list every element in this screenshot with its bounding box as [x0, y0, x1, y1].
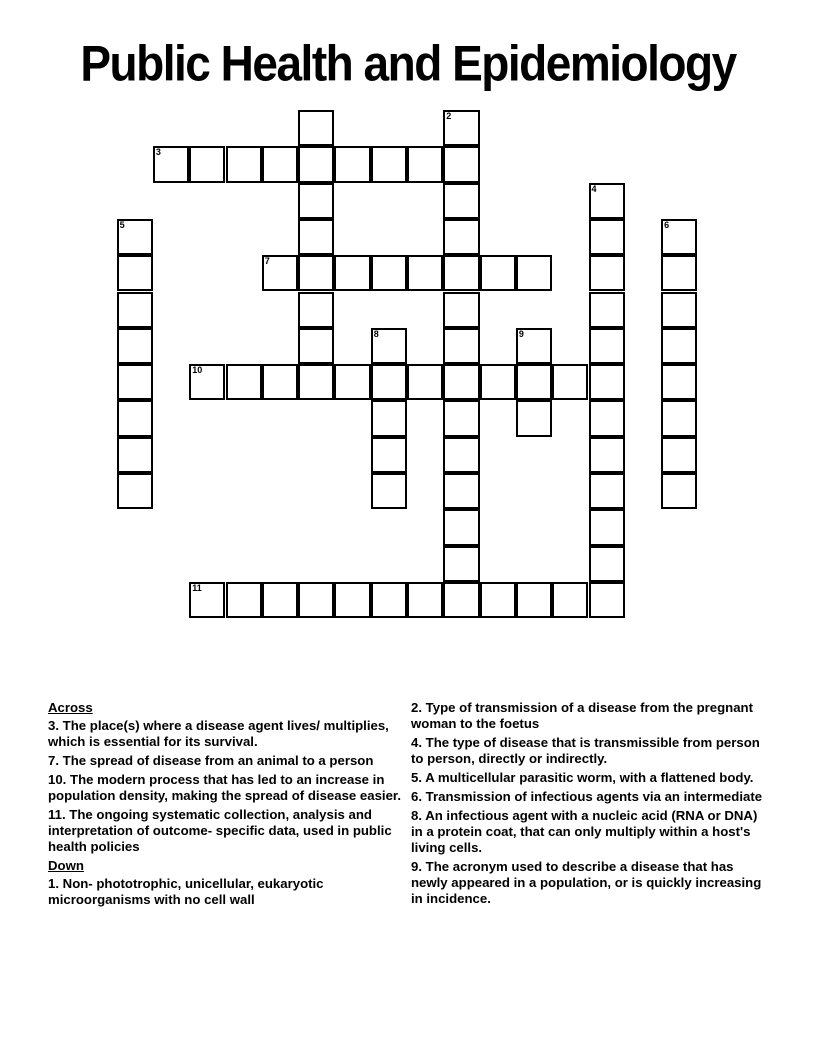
grid-cell[interactable] — [298, 328, 334, 364]
clue-down-9: 9. The acronym used to describe a disease that has newly appeared in a population, or is quickly increasing in incidence. — [411, 859, 762, 906]
clue-across-10: 10. The modern process that has led to an increase in population density, making the spread of disease easier. — [48, 772, 401, 803]
grid-cell[interactable] — [661, 219, 697, 255]
clues-column-left — [48, 700, 406, 911]
grid-cell[interactable] — [371, 582, 407, 618]
down-heading: Down — [48, 858, 84, 873]
grid-cell[interactable] — [298, 255, 334, 291]
grid-cell[interactable] — [552, 582, 588, 618]
clue-down-5: 5. A multicellular parasitic worm, with a flattened body. — [411, 770, 754, 785]
clue-number: 6 — [664, 219, 670, 230]
grid-cell[interactable] — [334, 582, 370, 618]
grid-cell[interactable] — [661, 437, 697, 473]
clue-down-1: 1. Non- phototrophic, unicellular, eukaryotic microorganisms with no cell wall — [48, 876, 324, 907]
grid-cell[interactable] — [443, 146, 479, 182]
grid-cell[interactable] — [334, 255, 370, 291]
clue-across-11: 11. The ongoing systematic collection, analysis and interpretation of outcome- specific data, used in public health policies — [48, 807, 392, 854]
grid-cell[interactable] — [262, 582, 298, 618]
grid-cell[interactable] — [589, 364, 625, 400]
grid-cell[interactable] — [589, 509, 625, 545]
grid-cell[interactable] — [589, 183, 625, 219]
grid-cell[interactable] — [407, 146, 443, 182]
clue-number: 7 — [264, 256, 270, 267]
grid-cell[interactable] — [117, 473, 153, 509]
grid-cell[interactable] — [117, 364, 153, 400]
grid-cell[interactable] — [407, 364, 443, 400]
grid-cell[interactable] — [298, 364, 334, 400]
grid-cell[interactable] — [552, 364, 588, 400]
grid-cell[interactable] — [589, 582, 625, 618]
grid-cell[interactable] — [661, 255, 697, 291]
grid-cell[interactable] — [371, 364, 407, 400]
grid-cell[interactable] — [661, 400, 697, 436]
grid-cell[interactable] — [443, 509, 479, 545]
grid-cell[interactable] — [443, 546, 479, 582]
grid-cell[interactable] — [480, 255, 516, 291]
clue-number: 4 — [591, 183, 597, 194]
clue-number: 5 — [119, 219, 125, 230]
grid-cell[interactable] — [443, 183, 479, 219]
grid-cell[interactable] — [443, 582, 479, 618]
grid-cell[interactable] — [443, 255, 479, 291]
grid-cell[interactable] — [661, 473, 697, 509]
grid-cell[interactable] — [189, 146, 225, 182]
grid-cell[interactable] — [226, 582, 262, 618]
grid-cell[interactable] — [371, 328, 407, 364]
grid-cell[interactable] — [516, 364, 552, 400]
grid-cell[interactable] — [516, 255, 552, 291]
grid-cell[interactable] — [298, 110, 334, 146]
grid-cell[interactable] — [262, 146, 298, 182]
grid-cell[interactable] — [589, 437, 625, 473]
clue-down-4: 4. The type of disease that is transmissible from person to person, directly or indirectly. — [411, 735, 760, 766]
grid-cell[interactable] — [661, 292, 697, 328]
grid-cell[interactable] — [371, 473, 407, 509]
grid-cell[interactable] — [117, 219, 153, 255]
clue-number: 2 — [446, 111, 452, 121]
grid-cell[interactable] — [480, 582, 516, 618]
grid-cell[interactable] — [589, 219, 625, 255]
grid-cell[interactable] — [589, 400, 625, 436]
clue-number: 9 — [518, 328, 524, 339]
grid-cell[interactable] — [443, 473, 479, 509]
grid-cell[interactable] — [516, 582, 552, 618]
grid-cell[interactable] — [480, 364, 516, 400]
grid-cell[interactable] — [443, 328, 479, 364]
grid-cell[interactable] — [407, 255, 443, 291]
grid-cell[interactable] — [371, 400, 407, 436]
grid-cell[interactable] — [371, 437, 407, 473]
clue-down-8: 8. An infectious agent with a nucleic acid (RNA or DNA) in a protein coat, that can only multiply within a host's living cells. — [411, 808, 758, 855]
grid-cell[interactable] — [589, 292, 625, 328]
grid-cell[interactable] — [589, 546, 625, 582]
grid-cell[interactable] — [298, 292, 334, 328]
grid-cell[interactable] — [117, 292, 153, 328]
grid-cell[interactable] — [262, 364, 298, 400]
grid-cell[interactable] — [443, 110, 479, 146]
grid-cell[interactable] — [117, 437, 153, 473]
grid-cell[interactable] — [589, 255, 625, 291]
grid-cell[interactable] — [334, 364, 370, 400]
clue-number: 10 — [192, 365, 203, 376]
grid-cell[interactable] — [443, 292, 479, 328]
grid-cell[interactable] — [661, 328, 697, 364]
grid-cell[interactable] — [371, 146, 407, 182]
grid-cell[interactable] — [589, 328, 625, 364]
grid-cell[interactable] — [189, 582, 225, 618]
clue-number: 11 — [192, 582, 202, 593]
grid-cell[interactable] — [298, 582, 334, 618]
clue-down-2: 2. Type of transmission of a disease from the pregnant woman to the foetus — [411, 700, 753, 731]
grid-cell[interactable] — [661, 364, 697, 400]
across-heading: Across — [48, 700, 93, 715]
grid-cell[interactable] — [298, 219, 334, 255]
grid-cell[interactable] — [189, 364, 225, 400]
grid-cell[interactable] — [516, 328, 552, 364]
clue-across-7: 7. The spread of disease from an animal to a person — [48, 753, 374, 768]
grid-cell[interactable] — [371, 255, 407, 291]
grid-cell[interactable] — [117, 400, 153, 436]
grid-cell[interactable] — [226, 146, 262, 182]
grid-cell[interactable] — [153, 146, 189, 182]
grid-cell[interactable] — [443, 400, 479, 436]
grid-cell[interactable] — [589, 473, 625, 509]
grid-cell[interactable] — [117, 255, 153, 291]
clues-column-right — [411, 700, 771, 910]
grid-cell[interactable] — [298, 183, 334, 219]
grid-cell[interactable] — [443, 364, 479, 400]
grid-cell[interactable] — [443, 219, 479, 255]
grid-cell[interactable] — [262, 255, 298, 291]
page-title: Public Health and Epidemiology — [80, 34, 736, 92]
grid-cell[interactable] — [226, 364, 262, 400]
grid-cell[interactable] — [443, 437, 479, 473]
grid-cell[interactable] — [298, 146, 334, 182]
clue-down-6: 6. Transmission of infectious agents via an intermediate — [411, 789, 763, 804]
grid-cell[interactable] — [407, 582, 443, 618]
clue-number: 8 — [373, 328, 379, 339]
grid-cell[interactable] — [516, 400, 552, 436]
clue-across-3: 3. The place(s) where a disease agent lives/ multiplies, which is essential for its survival. — [48, 718, 389, 749]
grid-cell[interactable] — [117, 328, 153, 364]
grid-cell[interactable] — [334, 146, 370, 182]
clue-number: 3 — [155, 147, 161, 158]
